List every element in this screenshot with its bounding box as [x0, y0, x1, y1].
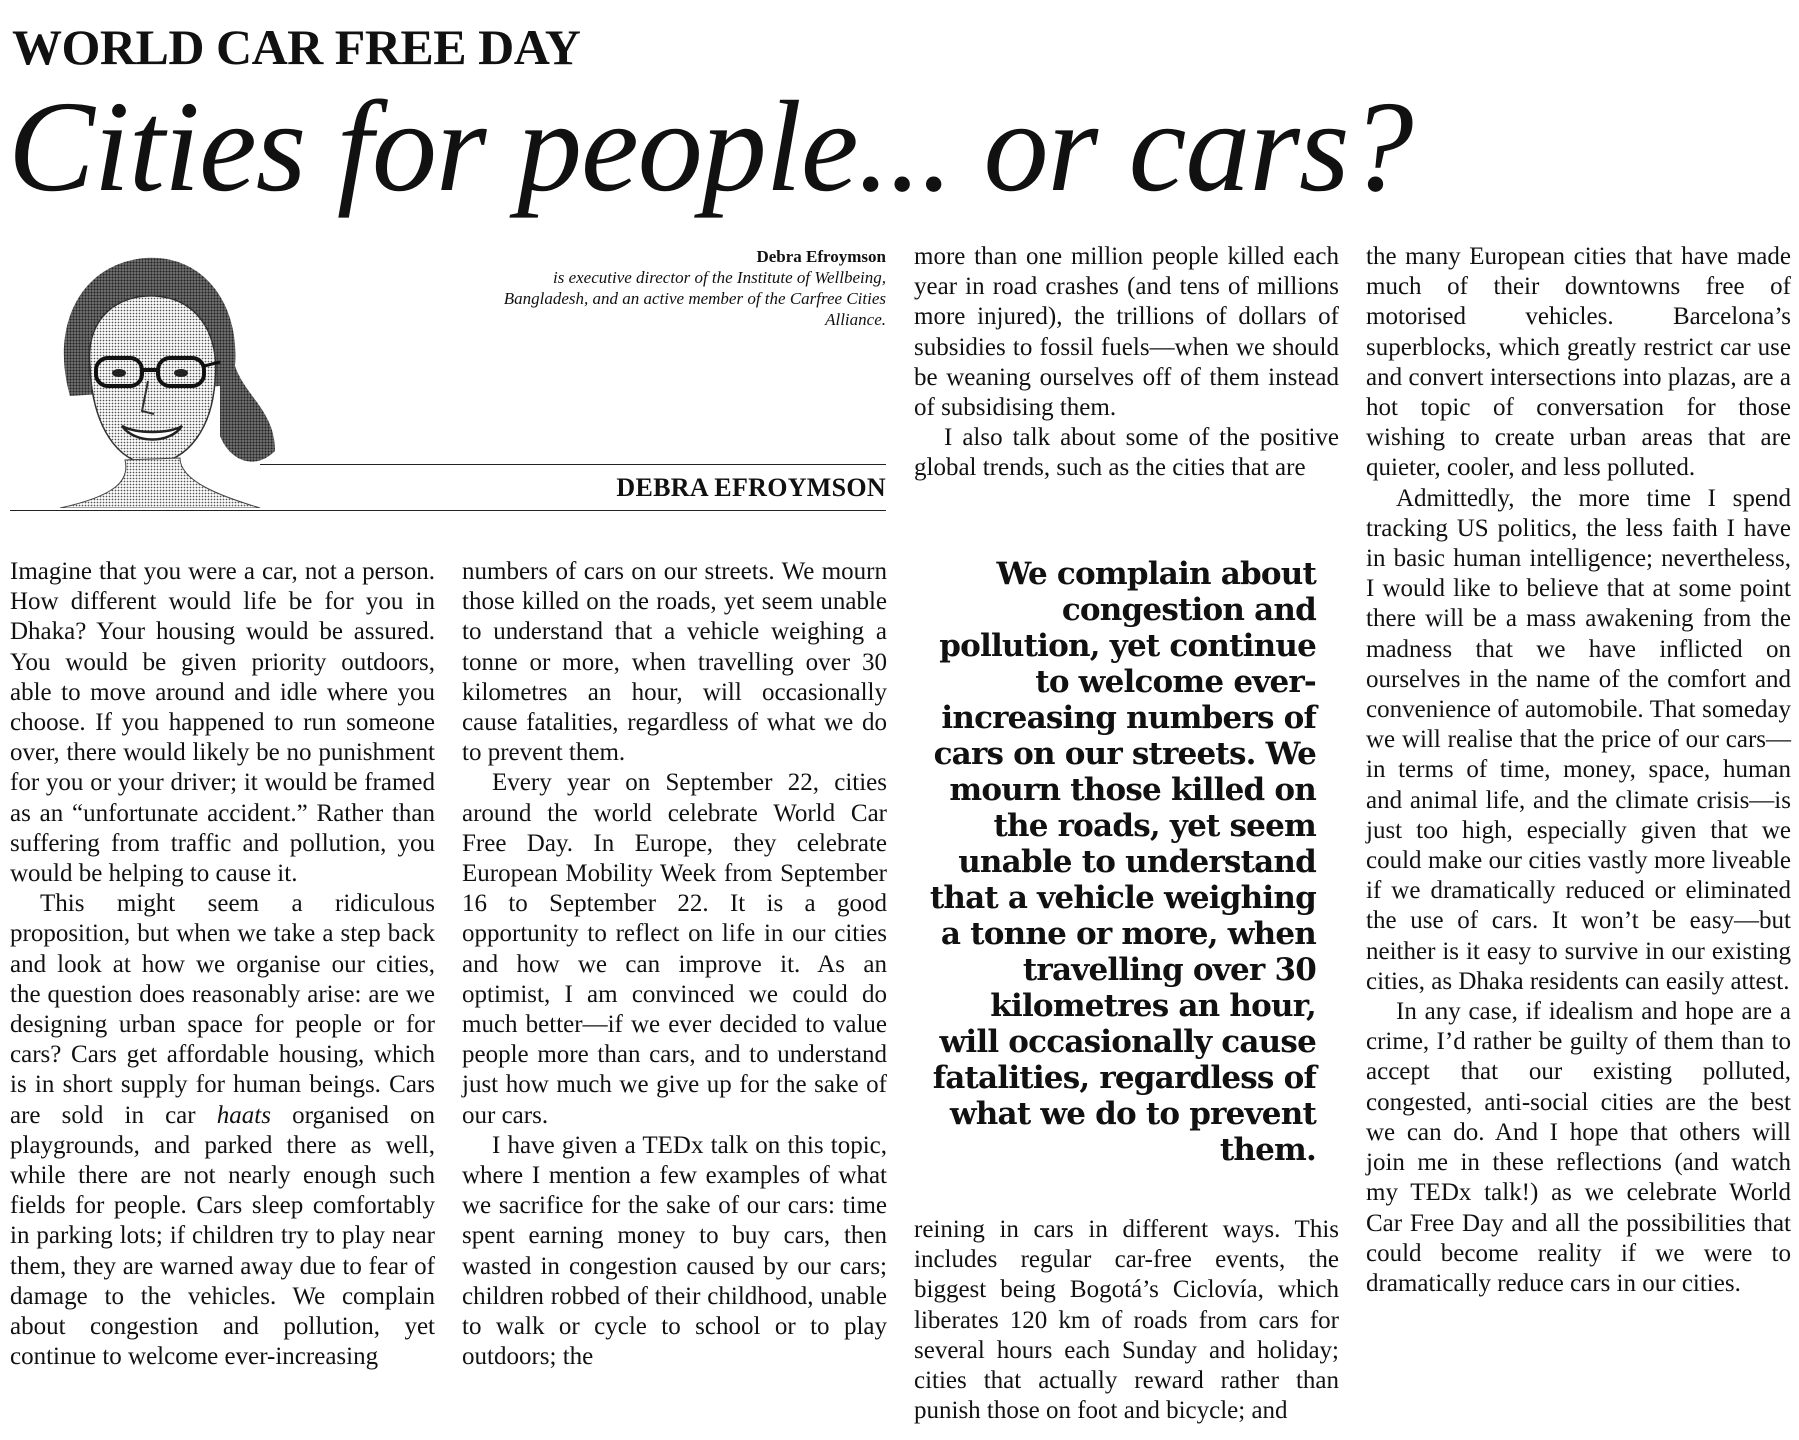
pull-quote: We complain about congestion and pollution, yet continue to welcome ever-increasing numbers of cars on our streets. We mourn those killed on the roads, yet seem unable to understand that a vehicle weighing a tonne or more, when travelling over 30 kilometres an hour, will occasionally cause fatalities, regardless of what we do to prevent them.	[929, 556, 1316, 1168]
author-portrait-icon	[30, 246, 280, 508]
paragraph: I also talk about some of the positive global trends, such as the cities that are	[914, 424, 1339, 482]
article-column-4	[1366, 242, 1791, 1299]
byline-bottom-rule	[10, 510, 886, 511]
paragraph: reining in cars in different ways. This includes regular car-free events, the biggest being Bogotá’s Ciclovía, which liberates 120 km of roads from cars for several hours each Sunday and holiday; cities that actually reward rather than punish those on foot and bicycle; and	[914, 1216, 1339, 1425]
bio-text: is executive director of the Institute of Wellbeing, Bangladesh, and an active member of the Carfree Cities Alliance.	[503, 268, 886, 329]
paragraph: Admittedly, the more time I spend tracking US politics, the less faith I have in basic human intelligence; nevertheless, I would like to believe that at some point there will be a mass awakening from the madness that we have inflicted on ourselves in the name of the comfort and convenience of automobile. That someday we will realise that the price of our cars—in terms of time, money, space, human and animal life, and the climate crisis—is just too high, especially given that we could make our cities vastly more liveable if we dramatically reduced or eliminated the use of cars. It won’t be easy—but neither is it easy to survive in our existing cities, as Dhaka residents can easily attest.	[1366, 484, 1791, 995]
paragraph-text: organised on playgrounds, and parked there as well, while there are not nearly enough such fields for people. Cars sleep comfortably in parking lots; if children try to play near them, they are warned away due to fear of damage to the vehicles. We complain about congestion and pollution, yet continue to welcome ever-increasing	[10, 1101, 435, 1371]
paragraph-text: This might seem a ridiculous proposition, but when we take a step back and look at how we organise our cities, the question does reasonably arise: are we designing urban space for people or for cars? Cars get affordable housing, which is in short supply for human beings. Cars are sold in car	[10, 890, 435, 1129]
headline: Cities for people... or cars?	[8, 75, 1413, 219]
article-column-2	[462, 557, 887, 1372]
author-bio	[466, 246, 886, 330]
paragraph: Imagine that you were a car, not a person. How different would life be for you in Dhaka? Your housing would be assured. You would be given priority outdoors, able to move around and idle where you choose. If you happened to run someone over, there would likely be no punishment for you or your driver; it would be framed as an “unfortunate accident.” Rather than suffering from traffic and pollution, you would be helping to cause it.	[10, 558, 435, 888]
paragraph: more than one million people killed each year in road crashes (and tens of millions more injured), the trillions of dollars of subsidies to fossil fuels—when we should be weaning ourselves off of them instead of subsidising them.	[914, 243, 1339, 422]
paragraph: In any case, if idealism and hope are a crime, I’d rather be guilty of them than to accept that our existing polluted, congested, anti-social cities are the best we can do. And I hope that others will join me in these reflections (and watch my TEDx talk!) as we celebrate World Car Free Day and all the possibilities that could become reality if we were to dramatically reduce cars in our cities.	[1366, 998, 1791, 1297]
byline: DEBRA EFROYMSON	[616, 473, 886, 502]
paragraph	[10, 889, 435, 1372]
paragraph: the many European cities that have made much of their downtowns free of motorised vehicles. Barcelona’s superblocks, which greatly restrict car use and convert intersections into plazas, are a hot topic of conversation for those wishing to create urban areas that are quieter, cooler, and less polluted.	[1366, 243, 1791, 482]
article-column-1	[10, 557, 435, 1372]
paragraph: Every year on September 22, cities around the world celebrate World Car Free Day. In Europe, they celebrate European Mobility Week from September 16 to September 22. It is a good opportunity to reflect on life in our cities and how we can improve it. As an optimist, I am convinced we could do much better—if we ever decided to value people more than cars, and to understand just how much we give up for the sake of our cars.	[462, 769, 887, 1129]
bio-name: Debra Efroymson	[756, 247, 886, 266]
article-column-3	[914, 242, 1339, 484]
paragraph: I have given a TEDx talk on this topic, where I mention a few examples of what we sacrifice for the sake of our cars: time spent earning money to buy cars, then wasted in congestion caused by our cars; children robbed of their childhood, unable to walk or cycle to school or to play outdoors; the	[462, 1131, 887, 1371]
section-kicker: WORLD CAR FREE DAY	[12, 19, 581, 75]
byline-top-rule	[260, 464, 886, 465]
paragraph: numbers of cars on our streets. We mourn those killed on the roads, yet seem unable to understand that a vehicle weighing a tonne or more, when travelling over 30 kilometres an hour, will occasionally cause fatalities, regardless of what we do to prevent them.	[462, 558, 887, 767]
author-block	[10, 240, 886, 512]
italic-term: haats	[216, 1101, 271, 1129]
article-column-3-continued	[914, 1215, 1339, 1426]
